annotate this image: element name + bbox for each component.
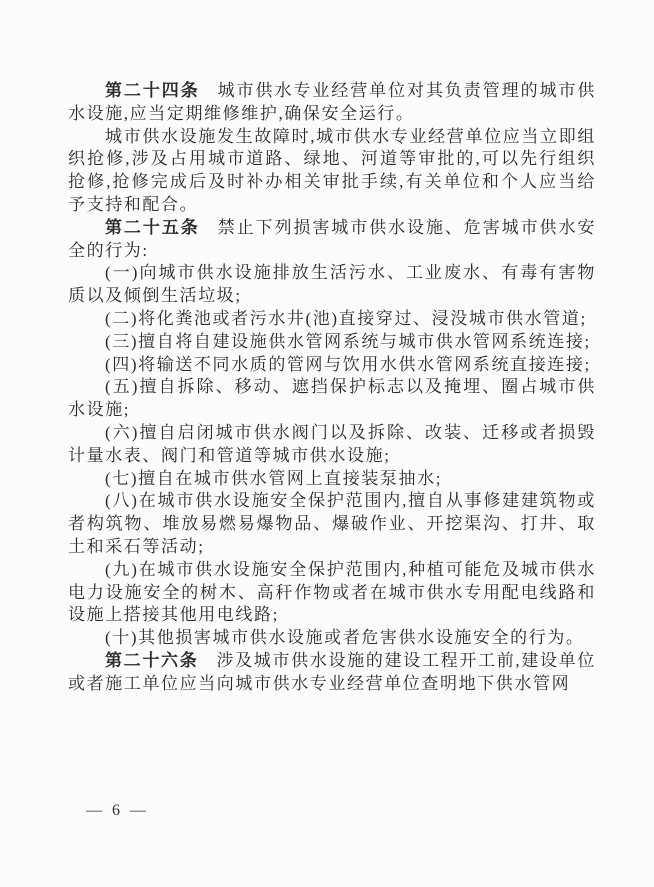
article-25-text: 禁止下列损害城市供水设施、危害城市供水安全的行为: xyxy=(68,217,597,260)
prohibited-item-4 xyxy=(68,354,596,377)
prohibited-item-4-text: (四)将输送不同水质的管网与饮用水供水管网系统直接连接; xyxy=(105,354,591,374)
prohibited-item-10-text: (十)其他损害城市供水设施或者危害供水设施安全的行为。 xyxy=(105,628,585,648)
article-24-para-2-text: 城市供水设施发生故障时,城市供水专业经营单位应当立即组织抢修,涉及占用城市道路、绿地、河道等审批的,可以先行组织抢修,抢修完成后及时补办相关审批手续,有关单位和个人应当给予支持和配合。 xyxy=(68,126,596,214)
prohibited-item-9-text: (九)在城市供水设施安全保护范围内,种植可能危及城市供水电力设施安全的树木、高秆作物或者在城市供水专用配电线路和设施上搭接其他用电线路; xyxy=(68,559,596,625)
prohibited-item-7 xyxy=(68,468,596,491)
article-24-para-2 xyxy=(68,126,596,217)
article-24-text: 城市供水专业经营单位对其负责管理的城市供水设施,应当定期维修维护,确保安全运行。 xyxy=(68,81,597,123)
document-body xyxy=(68,80,596,696)
prohibited-item-8-text: (八)在城市供水设施安全保护范围内,擅自从事修建建筑物或者构筑物、堆放易燃易爆物品、爆破作业、开挖渠沟、打井、取土和采石等活动; xyxy=(68,491,596,556)
page-number: — 6 — xyxy=(86,802,149,819)
prohibited-item-8 xyxy=(68,490,596,558)
article-26-opening xyxy=(68,650,596,696)
article-24-opening xyxy=(68,80,596,126)
article-26-text: 涉及城市供水设施的建设工程开工前,建设单位或者施工单位应当向城市供水专业经营单位查明地下供水管网 xyxy=(68,650,596,693)
prohibited-item-6-text: (六)擅自启闭城市供水阀门以及拆除、改装、迁移或者损毁计量水表、阀门和管道等城市供水设施; xyxy=(68,422,596,465)
prohibited-item-1 xyxy=(68,262,596,308)
article-24-heading: 第二十四条 xyxy=(105,81,200,100)
prohibited-item-3-text: (三)擅自将自建设施供水管网系统与城市供水管网系统连接; xyxy=(105,331,591,351)
article-26-heading: 第二十六条 xyxy=(105,650,199,670)
prohibited-item-2-text: (二)将化粪池或者污水井(池)直接穿过、浸没城市供水管道; xyxy=(105,308,587,328)
prohibited-item-9 xyxy=(68,559,596,627)
article-25-heading: 第二十五条 xyxy=(105,217,200,237)
prohibited-item-5 xyxy=(68,376,596,422)
prohibited-item-5-text: (五)擅自拆除、移动、遮挡保护标志以及掩埋、圈占城市供水设施; xyxy=(68,377,596,420)
prohibited-item-6 xyxy=(68,422,596,468)
article-25-opening xyxy=(68,217,596,263)
prohibited-item-7-text: (七)擅自在城市供水管网上直接装泵抽水; xyxy=(105,468,443,488)
prohibited-item-3 xyxy=(68,331,596,354)
prohibited-item-10 xyxy=(68,627,596,650)
prohibited-item-1-text: (一)向城市供水设施排放生活污水、工业废水、有毒有害物质以及倾倒生活垃圾; xyxy=(68,263,596,306)
prohibited-item-2 xyxy=(68,308,596,331)
